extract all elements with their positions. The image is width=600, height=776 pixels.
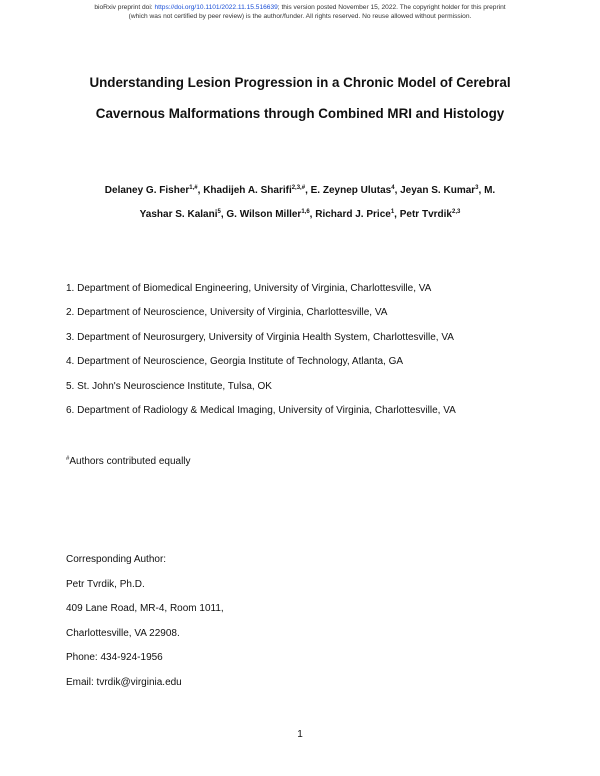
header-line-1 — [20, 3, 580, 12]
author-name-part: M. — [484, 185, 496, 196]
corresponding-heading: Corresponding Author: — [66, 554, 167, 565]
equal-contribution-marker: # — [66, 456, 70, 462]
author-line-1: Delaney G. Fisher$^{1,\#}$, Khadijeh A. Sharifi$^{2,3,\#}$, E. Zeynep Ulutas$^4$, Jeyan S. Kumar$^3$, M. — [104, 185, 496, 196]
affiliation-item: 6. Department of Radiology & Medical Imaging, University of Virginia, Charlottesville, VA — [66, 404, 456, 416]
equal-contribution-text: Authors contributed equally — [69, 456, 191, 467]
corresponding-email: Email: tvrdik@virginia.edu — [66, 676, 182, 688]
page-number: 1 — [297, 729, 303, 740]
corresponding-address-line-2: Charlottesville, VA 22908. — [66, 627, 180, 639]
affiliation-list — [66, 280, 576, 426]
corresponding-address-line-1: 409 Lane Road, MR-4, Room 1011, — [66, 603, 224, 615]
author-affiliation-marker: 1,6 — [301, 209, 310, 215]
equal-contribution-note — [66, 454, 191, 470]
author-list — [40, 179, 560, 227]
title-line-1: Understanding Lesion Progression in a Chronic Model of Cerebral — [89, 75, 511, 90]
author-affiliation-marker: 5 — [217, 209, 221, 215]
author-name: Richard J. Price — [315, 209, 391, 220]
header-prefix: bioRxiv preprint doi: — [94, 4, 155, 11]
header-suffix: ; this version posted November 15, 2022. The copyright holder for this preprint — [277, 4, 506, 11]
header-line-2: (which was not certified by peer review) is the author/funder. All rights reserved. No reuse allowed without permission. — [128, 13, 472, 20]
author-affiliation-marker: 1 — [390, 209, 395, 215]
author-affiliation-marker: 3 — [475, 185, 479, 191]
doi-link[interactable]: https://doi.org/10.1101/2022.11.15.516639 — [154, 4, 278, 11]
paper-title — [40, 67, 560, 129]
author-name: Jeyan S. Kumar — [400, 185, 476, 196]
preprint-header — [20, 3, 580, 21]
affiliation-item: 1. Department of Biomedical Engineering, University of Virginia, Charlottesville, VA — [66, 283, 432, 294]
corresponding-author-block — [66, 552, 224, 700]
affiliation-item: 2. Department of Neuroscience, University of Virginia, Charlottesville, VA — [66, 307, 388, 319]
author-affiliation-marker: 2,3 — [451, 209, 461, 215]
author-name: E. Zeynep Ulutas — [310, 185, 392, 196]
author-name: Khadijeh A. Sharifi — [203, 185, 292, 196]
author-name: Petr Tvrdik — [399, 209, 452, 220]
affiliation-item: 4. Department of Neuroscience, Georgia Institute of Technology, Atlanta, GA — [66, 356, 404, 368]
author-name: G. Wilson Miller — [226, 209, 302, 220]
title-line-2: Cavernous Malformations through Combined MRI and Histology — [95, 106, 505, 121]
author-line-2: Yashar S. Kalani$^5$, G. Wilson Miller$^{1,6}$, Richard J. Price$^1$, Petr Tvrdik$^{2,3}$ — [139, 209, 461, 220]
affiliation-item: 3. Department of Neurosurgery, University of Virginia Health System, Charlottesville, VA — [66, 331, 454, 343]
corresponding-phone: Phone: 434-924-1956 — [66, 652, 163, 664]
affiliation-item: 5. St. John's Neuroscience Institute, Tulsa, OK — [66, 380, 272, 392]
author-name: Delaney G. Fisher — [104, 185, 190, 196]
author-affiliation-marker: 4 — [391, 185, 395, 191]
author-name-part: Yashar S. Kalani — [139, 209, 218, 220]
author-affiliation-marker: 2,3,# — [291, 185, 306, 191]
author-affiliation-marker: 1,# — [189, 185, 198, 191]
corresponding-name: Petr Tvrdik, Ph.D. — [66, 578, 145, 590]
